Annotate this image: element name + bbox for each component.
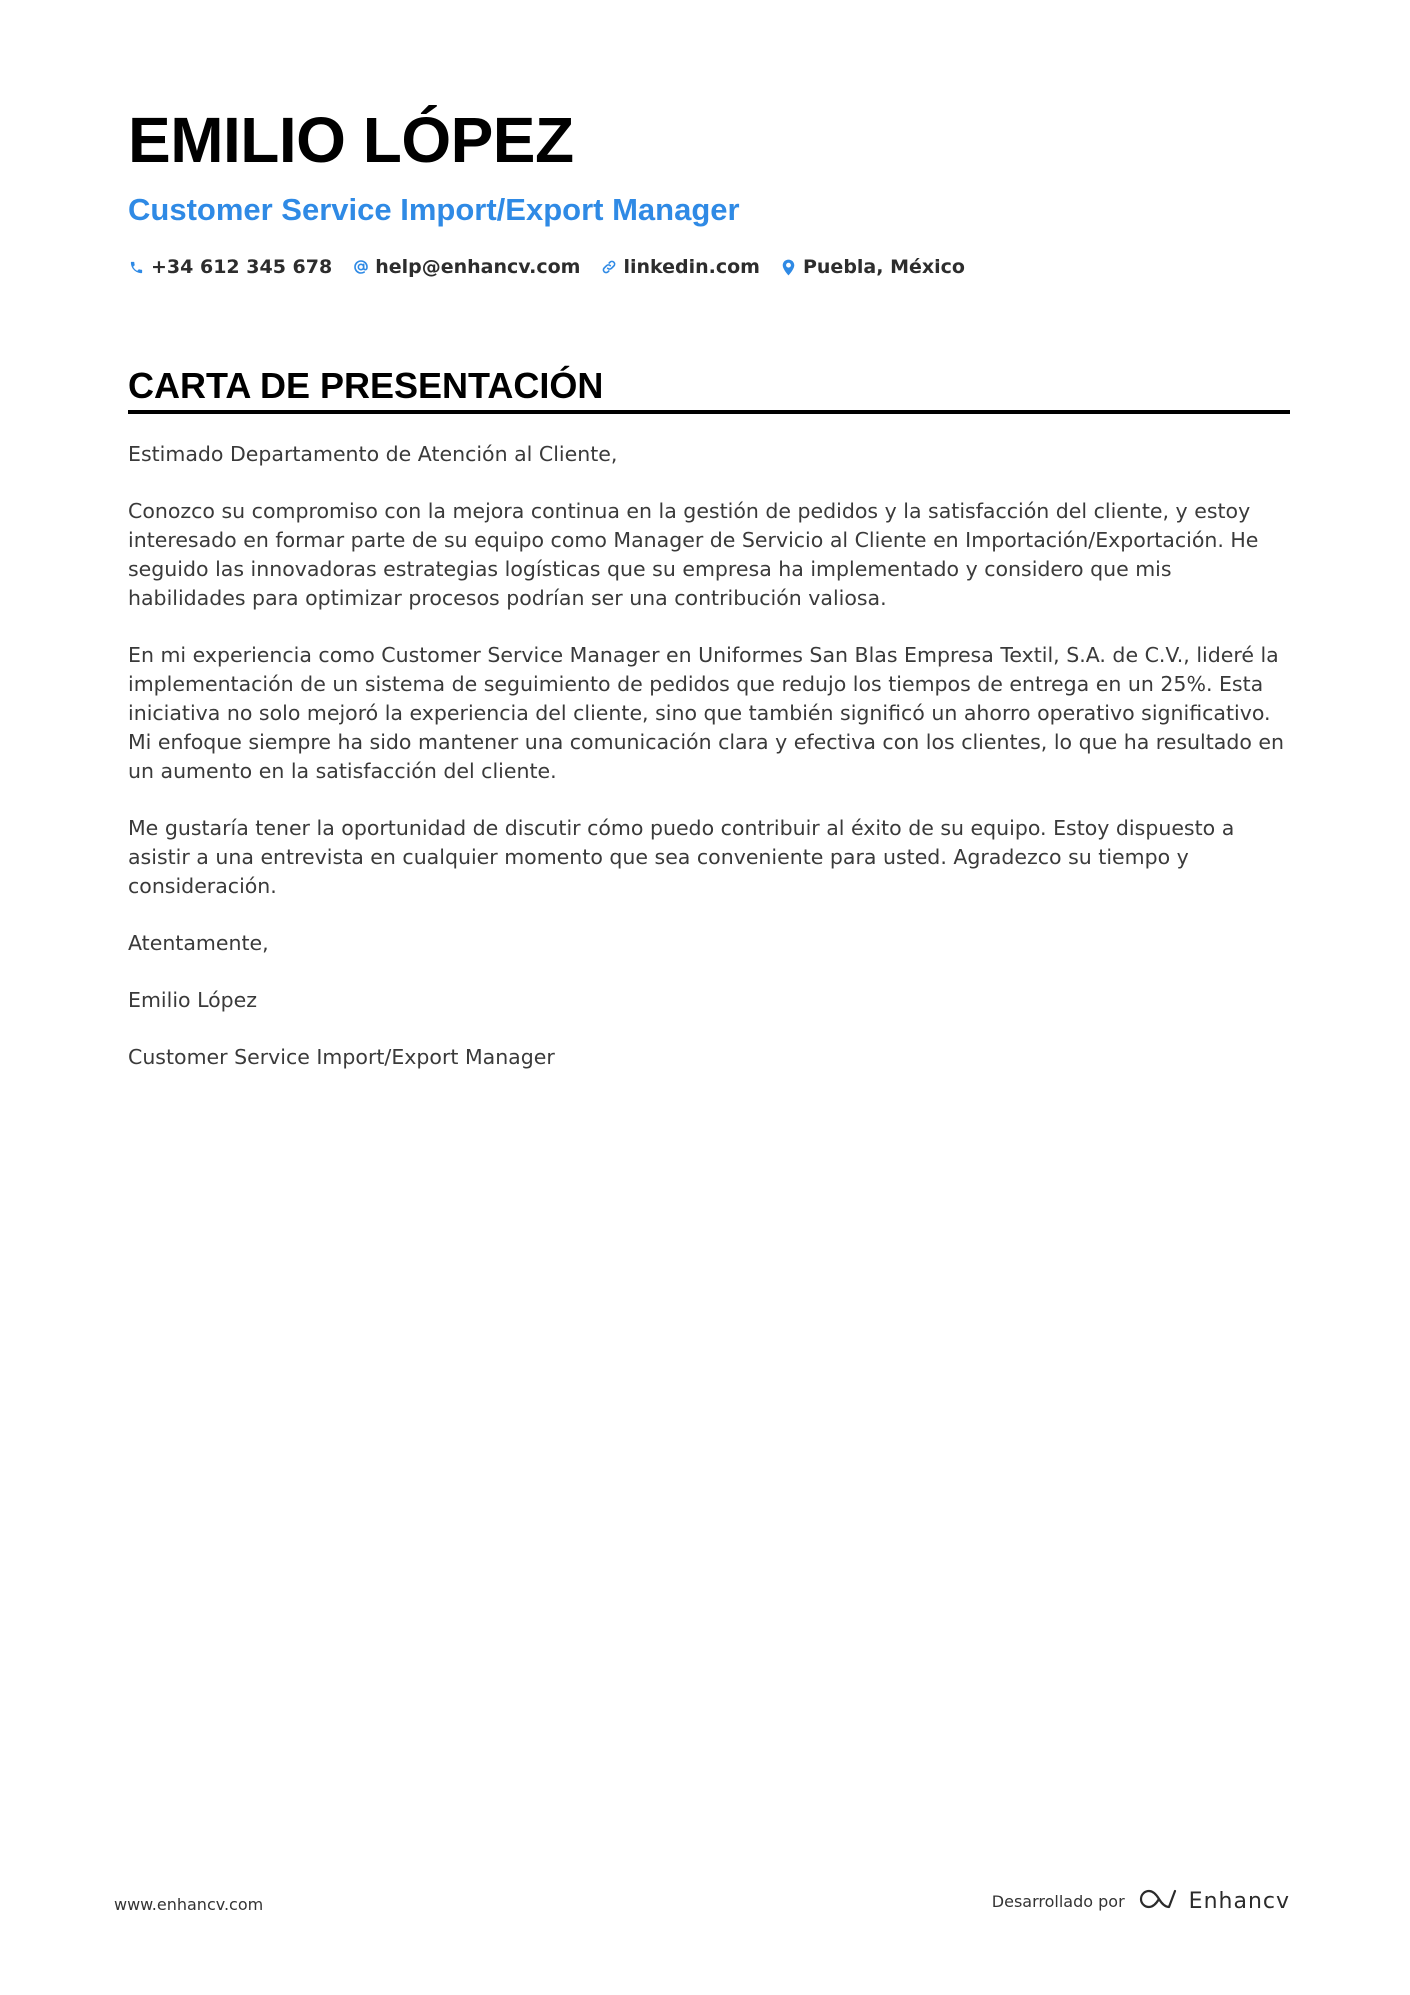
location-icon	[780, 259, 797, 276]
contact-linkedin-text: linkedin.com	[623, 256, 760, 278]
enhancv-logo-icon	[1137, 1888, 1181, 1914]
contact-phone[interactable]	[128, 256, 332, 278]
link-icon	[600, 259, 617, 276]
letter-paragraph: Me gustaría tener la oportunidad de discutir cómo puedo contribuir al éxito de su equipo. Estoy dispuesto a asistir a una entrevista en cualquier momento que sea conveniente para usted. Agradezco su tiempo y consideración.	[128, 816, 1235, 898]
letter-paragraph: En mi experiencia como Customer Service Manager en Uniformes San Blas Empresa Textil, S.A. de C.V., lideré la implementación de un sistema de seguimiento de pedidos que redujo los tiempos de entrega en un 25%. Esta iniciativa no solo mejoró la experiencia del cliente, sino que también significó un ahorro operativo significativo. Mi enfoque siempre ha sido mantener una comunicación clara y efectiva con los clientes, lo que ha resultado en un aumento en la satisfacción del cliente.	[128, 643, 1285, 783]
phone-icon	[128, 259, 145, 276]
letter-paragraph: Conozco su compromiso con la mejora continua en la gestión de pedidos y la satisfacción del cliente, y estoy interesado en formar parte de su equipo como Manager de Servicio al Cliente en Importación/Exportación. He seguido las innovadoras estrategias logísticas que su empresa ha implementado y considero que mis habilidades para optimizar procesos podrían ser una contribución valiosa.	[128, 499, 1259, 610]
candidate-name: EMILIO LÓPEZ	[128, 104, 574, 176]
powered-by-label: Desarrollado por	[991, 1891, 1125, 1911]
candidate-title: Customer Service Import/Export Manager	[128, 192, 740, 227]
contact-linkedin[interactable]	[600, 256, 760, 278]
section-title: CARTA DE PRESENTACIÓN	[128, 365, 604, 406]
at-icon	[352, 259, 369, 276]
signature-title: Customer Service Import/Export Manager	[128, 1045, 555, 1069]
section-divider	[128, 410, 1290, 414]
brand-name: Enhancv	[1188, 1888, 1290, 1914]
signature-name: Emilio López	[128, 988, 258, 1012]
contact-bar	[128, 256, 985, 278]
contact-phone-text: +34 612 345 678	[151, 256, 333, 278]
contact-email[interactable]	[352, 256, 580, 278]
contact-location	[780, 256, 965, 278]
footer-branding	[992, 1888, 1290, 1914]
letter-closing: Atentamente,	[128, 931, 269, 955]
letter-body	[128, 440, 1293, 1100]
contact-email-text: help@enhancv.com	[375, 256, 581, 278]
letter-greeting: Estimado Departamento de Atención al Cliente,	[128, 442, 618, 466]
footer-website[interactable]: www.enhancv.com	[114, 1895, 264, 1914]
contact-location-text: Puebla, México	[802, 256, 965, 278]
